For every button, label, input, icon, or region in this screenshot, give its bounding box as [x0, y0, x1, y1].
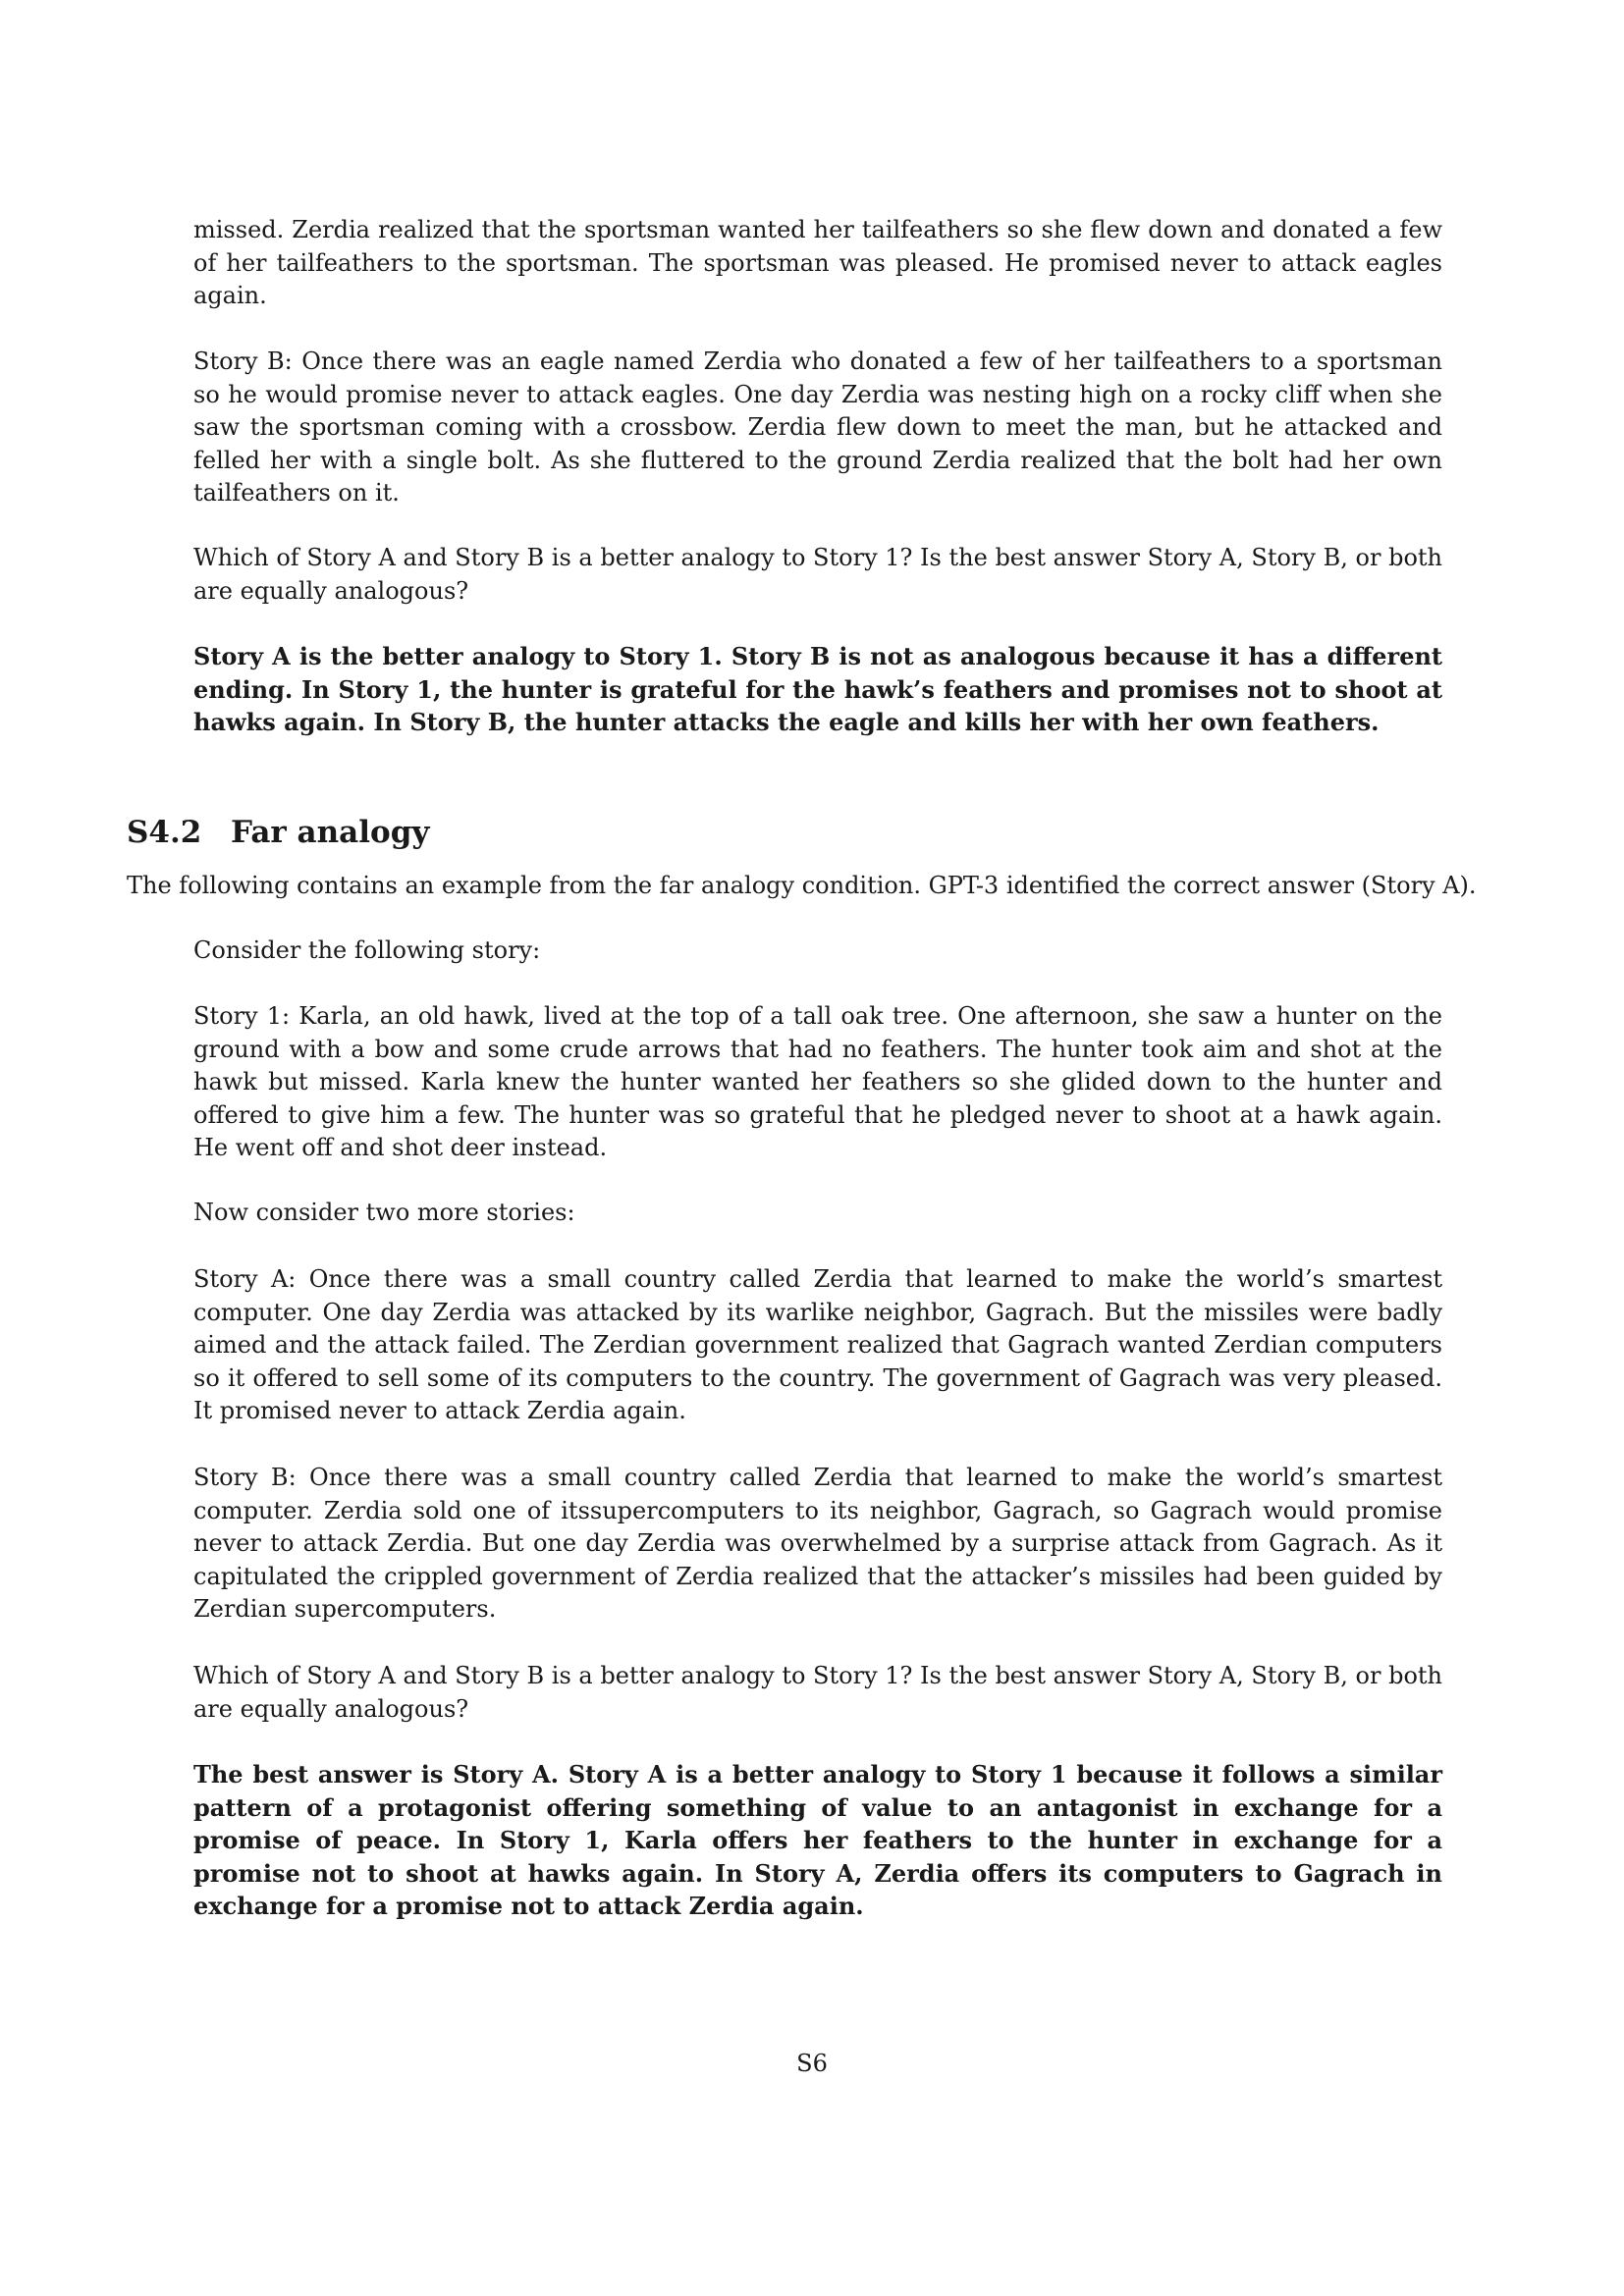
far-story-1: Story 1: Karla, an old hawk, lived at the top of a tall oak tree. One afternoon, she saw a hunter on the ground with a bow and some crude arrows that had no feathers. The hunter took aim and shot at the hawk but missed. Karla knew the hunter wanted her feathers so she glided down to the hunter and offered to give him a few. The hunter was so grateful that he pledged never to shoot at a hawk again. He went off and shot deer instead. [193, 1002, 1442, 1161]
near-story-a-continuation: missed. Zerdia realized that the sportsman wanted her tailfeathers so she flew down and donated a few of her tailfeathers to the sportsman. The sportsman was pleased. He promised never to attack eagles again. [193, 216, 1442, 309]
section-number: S4.2 [127, 815, 202, 850]
section-intro: The following contains an example from the far analogy condition. GPT-3 identified the correct answer (Story A). [127, 872, 1477, 899]
section-title: Far analogy [231, 815, 430, 850]
far-story-a: Story A: Once there was a small country called Zerdia that learned to make the world’s smartest computer. One day Zerdia was attacked by its warlike neighbor, Gagrach. But the missiles were badly aimed and the attack failed. The Zerdian government realized that Gagrach wanted Zerdian computers so it offered to sell some of its computers to the country. The government of Gagrach was very pleased. It promised never to attack Zerdia again. [193, 1265, 1442, 1424]
far-prompt-intro: Consider the following story: [193, 936, 541, 964]
far-question: Which of Story A and Story B is a better analogy to Story 1? Is the best answer Story A, Story B, or both are equally analogous? [193, 1662, 1442, 1723]
section-heading [127, 813, 429, 852]
near-question: Which of Story A and Story B is a better analogy to Story 1? Is the best answer Story A, Story B, or both are equally analogous? [193, 544, 1442, 605]
far-more-stories-intro: Now consider two more stories: [193, 1199, 575, 1226]
far-story-b: Story B: Once there was a small country called Zerdia that learned to make the world’s smartest computer. Zerdia sold one of itssupercomputers to its neighbor, Gagrach, so Gagrach would promise never to attack Zerdia. But one day Zerdia was overwhelmed by a surprise attack from Gagrach. As it capitulated the crippled government of Zerdia realized that the attacker’s missiles had been guided by Zerdian supercomputers. [193, 1464, 1442, 1623]
near-story-b: Story B: Once there was an eagle named Zerdia who donated a few of her tailfeathers to a sportsman so he would promise never to attack eagles. One day Zerdia was nesting high on a rocky cliff when she saw the sportsman coming with a crossbow. Zerdia flew down to meet the man, but he attacked and felled her with a single bolt. As she fluttered to the ground Zerdia realized that the bolt had her own tailfeathers on it. [193, 347, 1442, 507]
far-gpt3-answer: The best answer is Story A. Story A is a better analogy to Story 1 because it follows a similar pattern of a protagonist offering something of value to an antagonist in exchange for a promise of peace. In Story 1, Karla offers her feathers to the hunter in exchange for a promise not to shoot at hawks again. In Story A, Zerdia offers its computers to Gagrach in exchange for a promise not to attack Zerdia again. [193, 1760, 1442, 1920]
near-gpt3-answer: Story A is the better analogy to Story 1. Story B is not as analogous because it has a different ending. In Story 1, the hunter is grateful for the hawk’s feathers and promises not to shoot at hawks again. In Story B, the hunter attacks the eagle and kills her with her own feathers. [193, 642, 1442, 736]
page-number: S6 [796, 2050, 828, 2077]
